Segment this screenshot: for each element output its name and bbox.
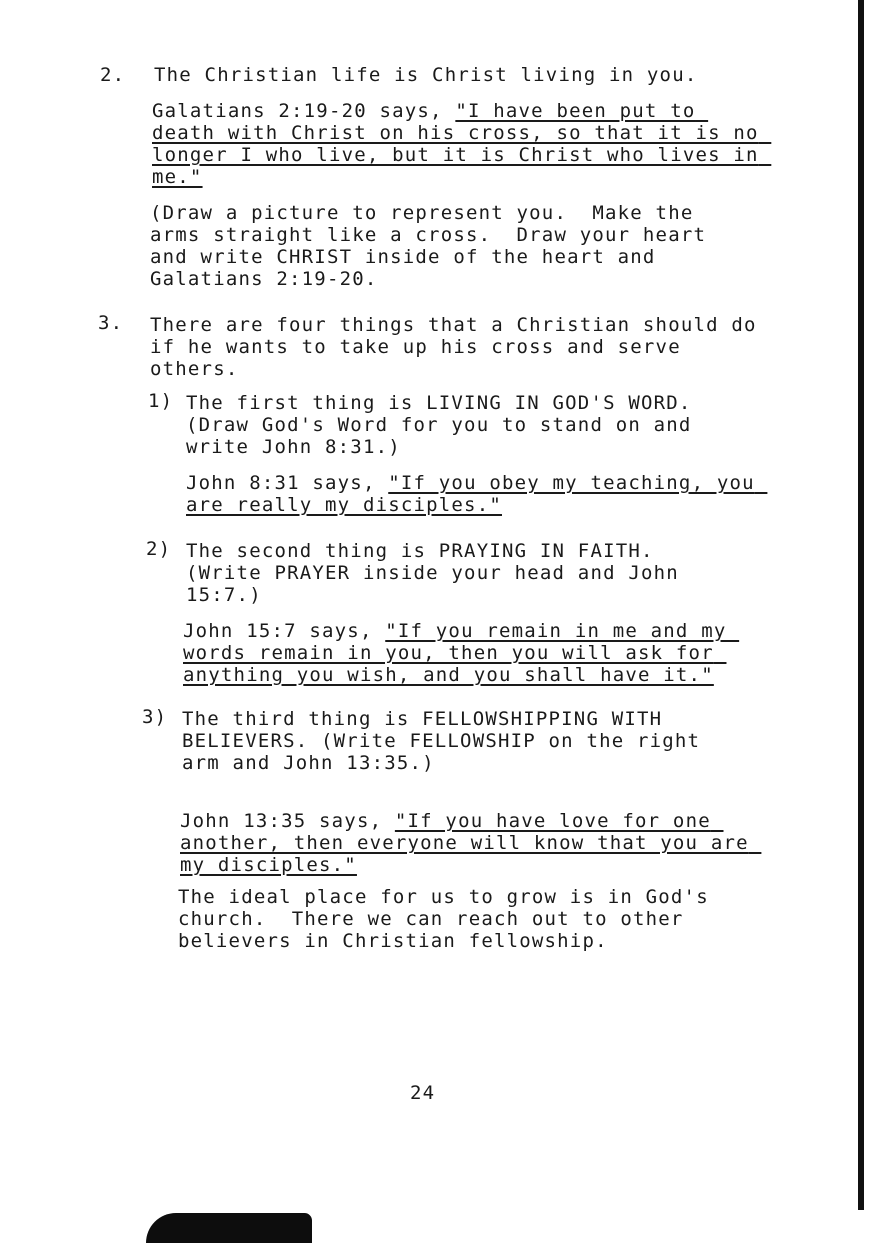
scan-edge-shadow bbox=[858, 0, 864, 1210]
scripture-paragraph bbox=[183, 620, 773, 686]
scripture-quote: "I have been put to death with Christ on his cross, so that it is no longer I who live, but it is Christ who lives in me." bbox=[152, 100, 772, 188]
scripture-quote: "If you remain in me and my words remain in you, then you will ask for anything you wish, and you shall have it." bbox=[183, 620, 740, 686]
sub-item-number: 2) bbox=[146, 538, 172, 560]
sub-item-text: The third thing is FELLOWSHIPPING WITH BELIEVERS. (Write FELLOWSHIP on the right arm and John 13:35.) bbox=[182, 708, 713, 774]
item-heading: The Christian life is Christ living in you. bbox=[154, 64, 698, 86]
scripture-reference: John 15:7 says, bbox=[183, 620, 386, 642]
scripture-reference: Galatians 2:19-20 says, bbox=[152, 100, 456, 122]
drawing-instruction: (Draw a picture to represent you. Make the arms straight like a cross. Draw your heart and write CHRIST inside of the heart and Galatians 2:19-20. bbox=[150, 202, 719, 290]
item-heading: There are four things that a Christian should do if he wants to take up his cross and serve others. bbox=[150, 314, 770, 380]
item-number: 3. bbox=[98, 312, 124, 334]
sub-item-text: The first thing is LIVING IN GOD'S WORD. (Draw God's Word for you to stand on and write John 8:31.) bbox=[186, 392, 705, 458]
item-number: 2. bbox=[100, 64, 126, 86]
page-number: 24 bbox=[410, 1082, 436, 1104]
closing-paragraph: The ideal place for us to grow is in God's church. There we can reach out to other believers in Christian fellowship. bbox=[178, 886, 722, 952]
scripture-paragraph bbox=[152, 100, 772, 188]
scripture-paragraph bbox=[180, 810, 770, 876]
sub-item-text: The second thing is PRAYING IN FAITH. (Write PRAYER inside your head and John 15:7.) bbox=[186, 540, 692, 606]
scripture-reference: John 8:31 says, bbox=[186, 472, 389, 494]
scripture-quote: "If you obey my teaching, you are really my disciples." bbox=[186, 472, 768, 516]
sub-item-number: 1) bbox=[148, 390, 174, 412]
sub-item-number: 3) bbox=[142, 706, 168, 728]
scripture-reference: John 13:35 says, bbox=[180, 810, 395, 832]
scripture-paragraph bbox=[186, 472, 768, 516]
scripture-quote: "If you have love for one another, then everyone will know that you are my disciples." bbox=[180, 810, 762, 876]
